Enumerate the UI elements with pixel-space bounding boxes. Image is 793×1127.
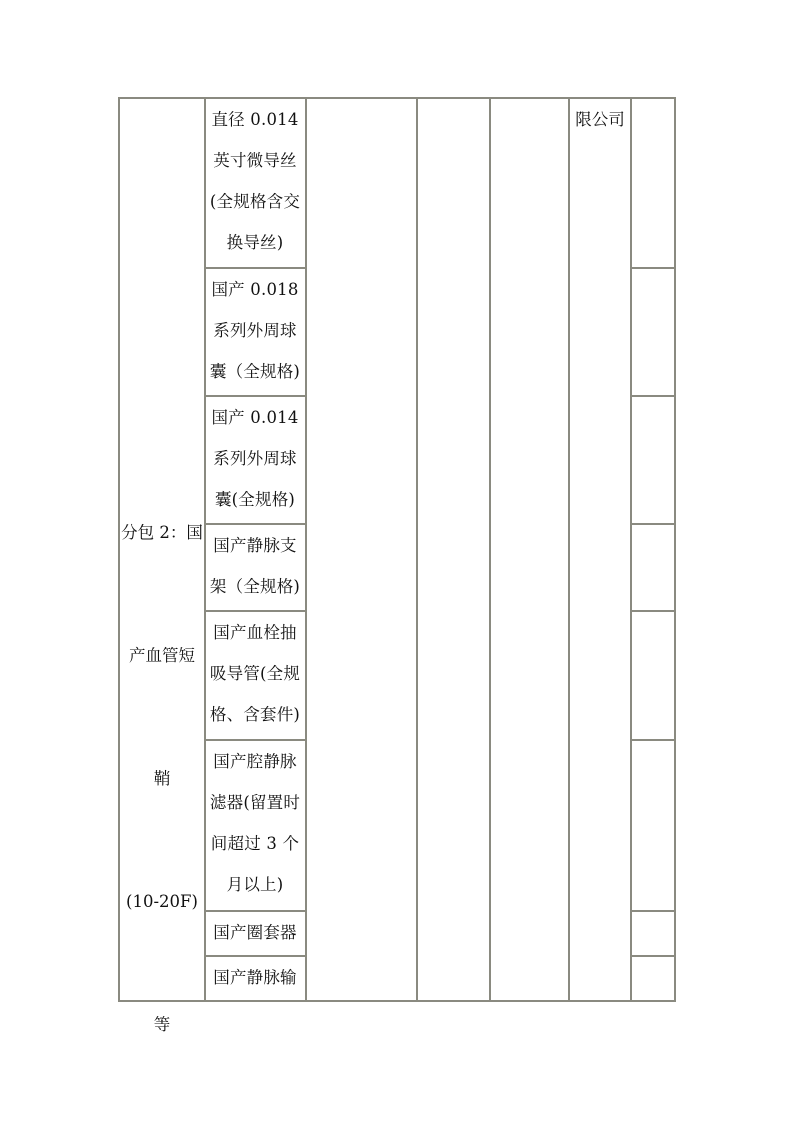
package-group-label-line: 鞘 <box>153 769 171 788</box>
item-text-line: 月以上) <box>226 875 284 894</box>
item-text-line: 直径 0.014 <box>211 110 299 129</box>
table-row-item-4 <box>205 525 305 607</box>
table-col-divider-2 <box>305 97 307 1001</box>
last-col-row-divider <box>630 910 676 912</box>
table-row-item-5 <box>205 612 305 735</box>
item-text-line: 国产腔静脉 <box>213 752 297 771</box>
item-text-line: 换导丝) <box>226 233 284 252</box>
item-text-line: 国产 0.014 <box>211 408 299 427</box>
item-text-line: 吸导管(全规 <box>209 664 301 683</box>
table-row-item-1 <box>205 99 305 263</box>
item-text-line: 囊（全规格) <box>209 362 301 381</box>
item-text-line: 滤器(留置时 <box>209 793 301 812</box>
table-col-divider-4 <box>489 97 491 1001</box>
last-col-row-divider <box>630 523 676 525</box>
table-row-item-3 <box>205 397 305 520</box>
last-col-row-divider <box>630 610 676 612</box>
last-col-row-divider <box>630 739 676 741</box>
item-text-line: 系列外周球 <box>213 449 297 468</box>
table-row-item-2 <box>205 269 305 392</box>
table-row-item-8 <box>205 957 305 998</box>
item-text-line: 架（全规格) <box>209 577 301 596</box>
item-text-line: 囊(全规格) <box>214 490 296 509</box>
item-text-line: 系列外周球 <box>213 321 297 340</box>
package-group-label-line: 等 <box>153 1015 171 1034</box>
company-name-fragment: 限公司 <box>575 110 625 129</box>
item-text-line: 国产圈套器 <box>213 923 297 942</box>
table-row-item-7 <box>205 912 305 953</box>
item-text-line: 格、含套件) <box>209 705 301 724</box>
package-group-label-line: 分包 2：国 <box>121 523 203 542</box>
item-text-line: 国产静脉输 <box>213 968 297 987</box>
table-row-item-6 <box>205 741 305 905</box>
item-text-line: (全规格含交 <box>209 192 301 211</box>
last-col-row-divider <box>630 395 676 397</box>
package-group-label-line: (10-20F) <box>126 892 198 911</box>
table-col-divider-5 <box>568 97 570 1001</box>
item-text-line: 国产静脉支 <box>213 536 297 555</box>
item-text-line: 国产 0.018 <box>211 280 299 299</box>
last-col-row-divider <box>630 267 676 269</box>
package-group-label-line: 产血管短 <box>129 646 195 665</box>
table-col-divider-6 <box>630 97 632 1001</box>
last-col-row-divider <box>630 955 676 957</box>
item-text-line: 间超过 3 个 <box>210 834 300 853</box>
table-border-right <box>674 97 676 1001</box>
item-text-line: 国产血栓抽 <box>213 623 297 642</box>
table-col-divider-3 <box>416 97 418 1001</box>
item-text-line: 英寸微导丝 <box>213 151 297 170</box>
package-group-label <box>119 430 205 1127</box>
